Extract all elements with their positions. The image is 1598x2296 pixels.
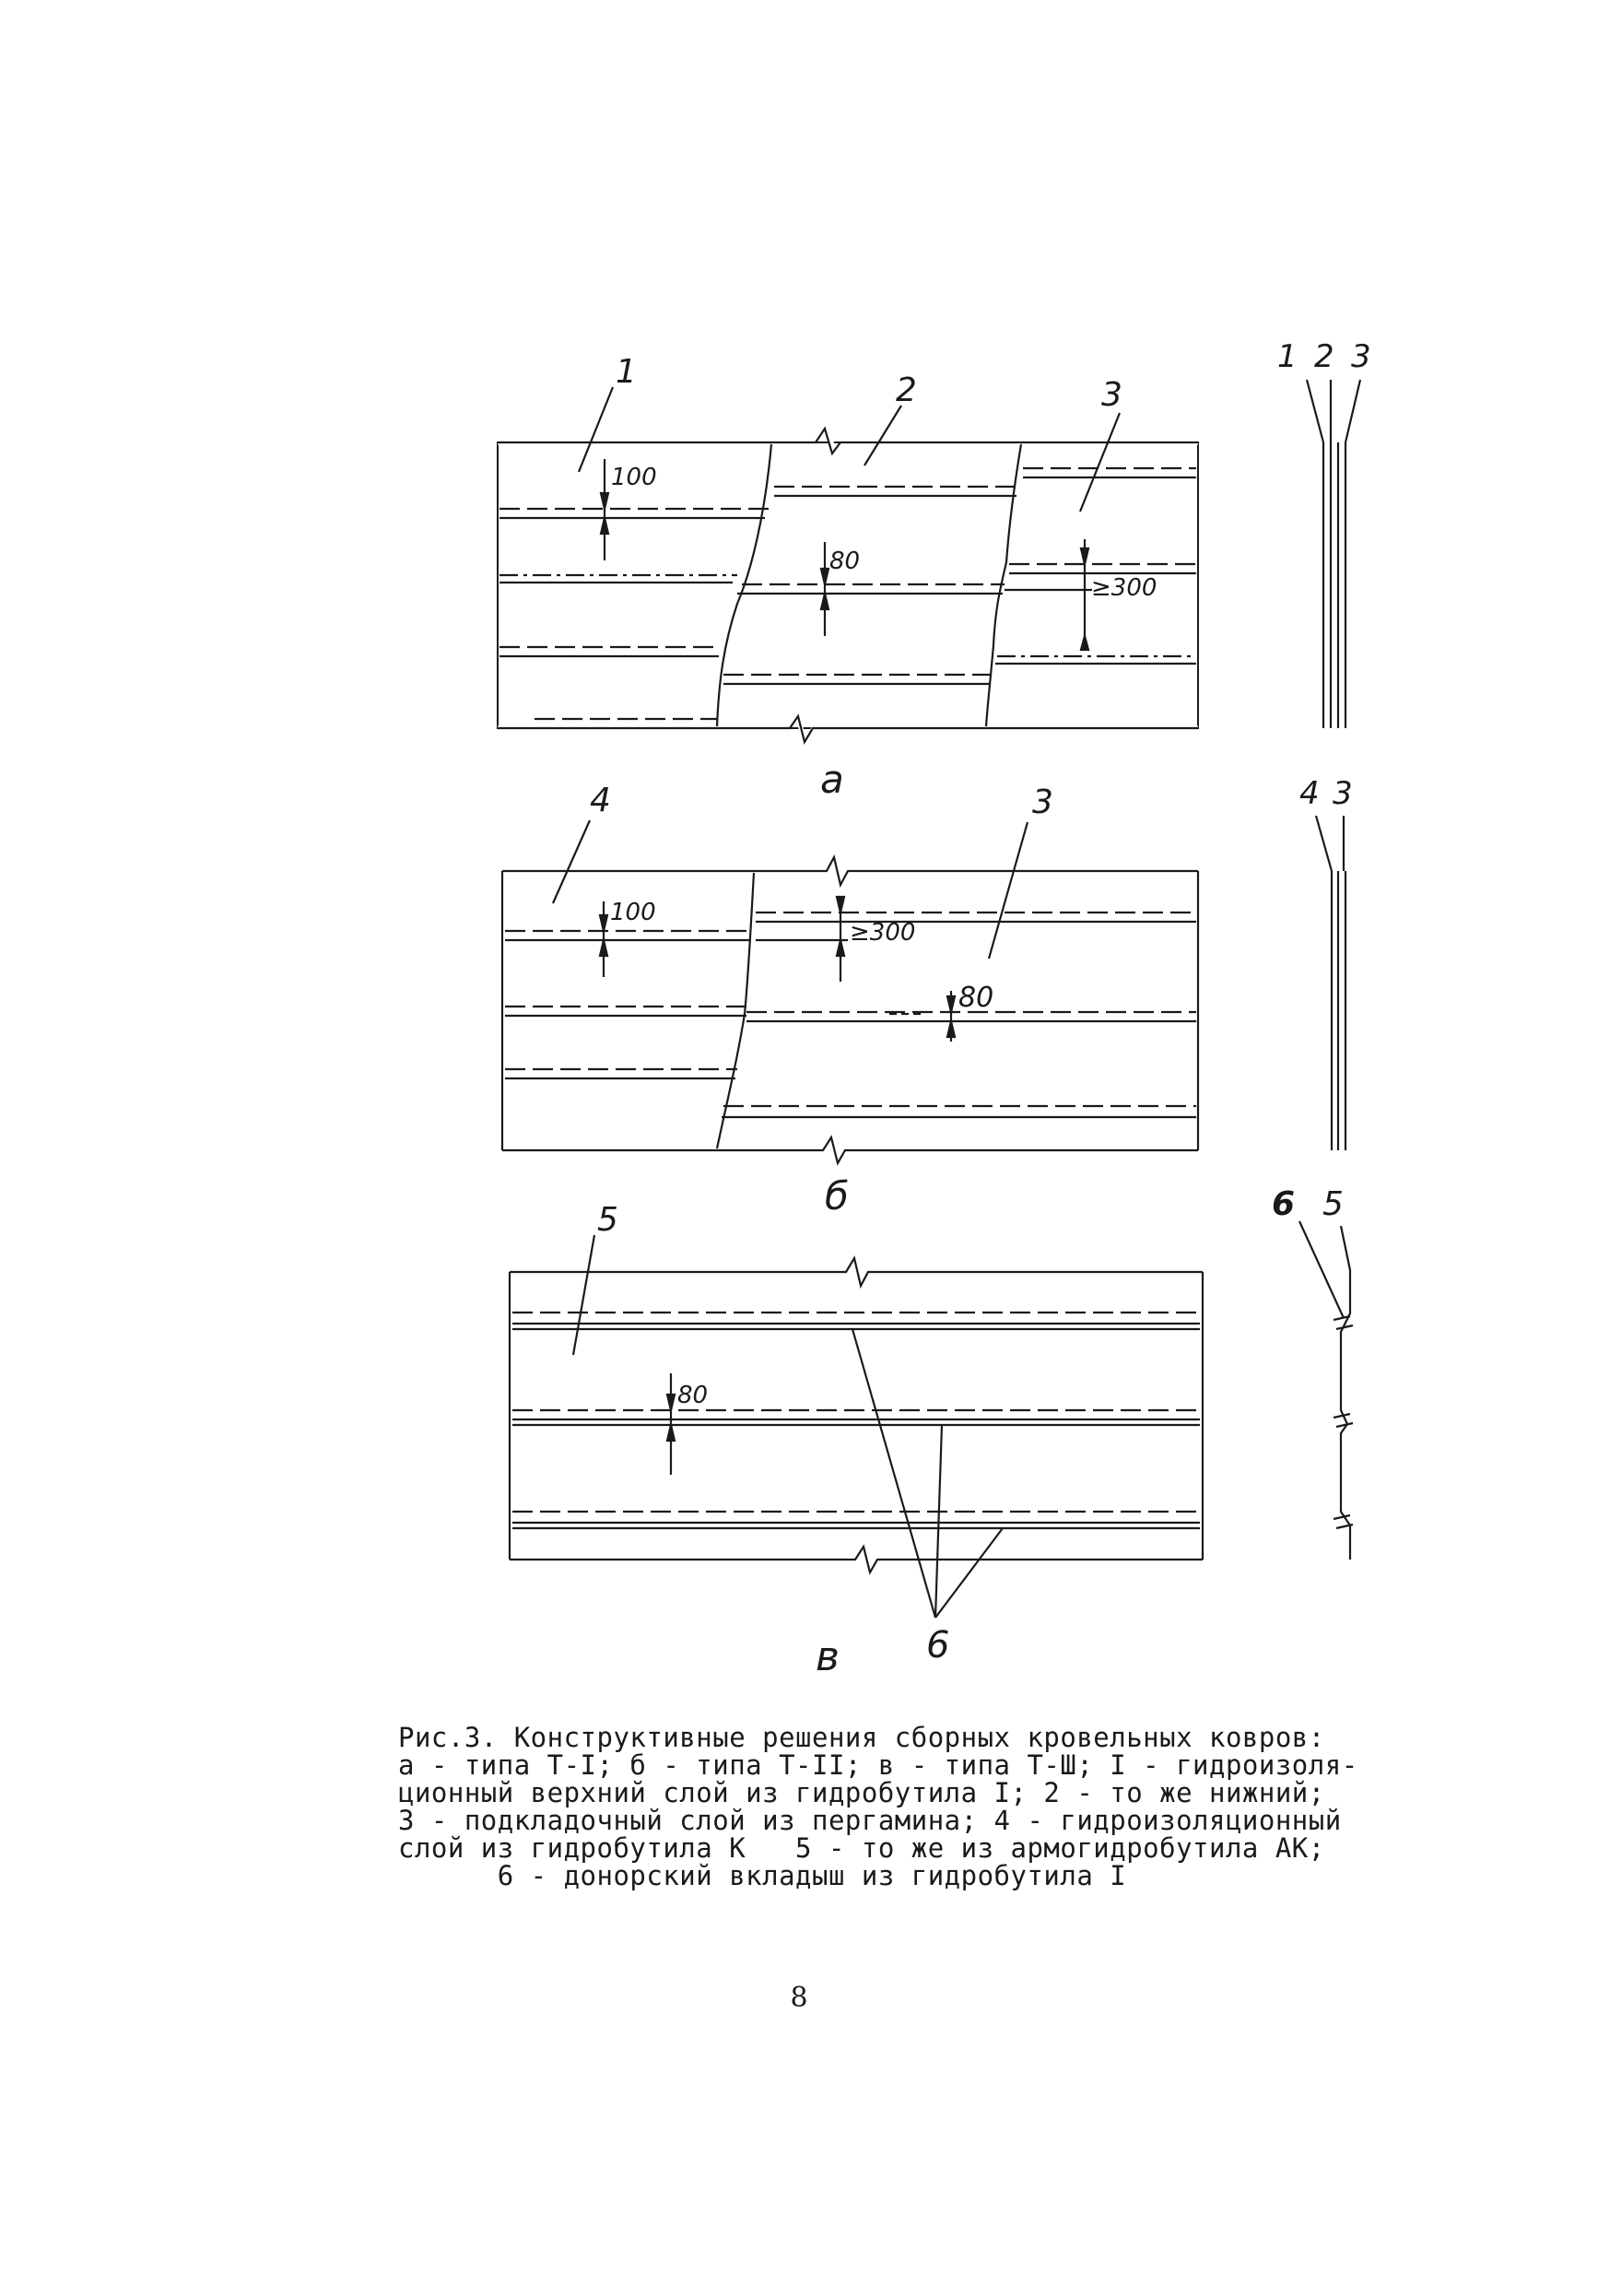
page-number: 8	[790, 1982, 808, 2014]
dim-b-100: 100	[610, 899, 656, 926]
callout-a-1: 1	[616, 353, 637, 391]
callout-c-5: 5	[597, 1201, 618, 1239]
diagram-c	[510, 1185, 1353, 1680]
section-b	[1316, 816, 1345, 1150]
callout-b-4: 4	[590, 782, 611, 819]
caption-line: ционный верхний слой из гидробутила I; 2 - то же нижний;	[398, 1777, 1325, 1808]
figure-label-b: б	[825, 1173, 849, 1219]
figure-label-a: а	[820, 757, 844, 802]
dim-b-80: 80	[958, 982, 994, 1014]
section-a-callout-1: 1	[1277, 338, 1298, 375]
section-a	[1307, 380, 1360, 728]
caption-line: Рис.3. Конструктивные решения сборных кровельных ковров:	[398, 1722, 1325, 1753]
section-c-callout-5: 5	[1322, 1185, 1344, 1223]
section-c	[1299, 1221, 1353, 1560]
dim-b-300: ≥300	[850, 919, 916, 947]
caption-line: 3 - подкладочный слой из пергамина; 4 - гидроизоляционный	[398, 1805, 1342, 1836]
dim-a-300: ≥300	[1091, 574, 1157, 602]
section-b-callout-4: 4	[1299, 775, 1320, 812]
diagram-a	[498, 338, 1371, 802]
dim-a-80: 80	[829, 548, 861, 575]
figure-caption	[398, 1724, 1486, 1890]
caption-line: а - типа Т-I; б - типа Т-II; в - типа Т-Ш; I - гидроизоля-	[398, 1749, 1358, 1781]
caption-line: 6 - донорский вкладыш из гидробутила I	[398, 1860, 1127, 1891]
section-b-callout-3: 3	[1333, 775, 1353, 812]
dim-a-100: 100	[611, 464, 657, 491]
callout-c-6: 6	[926, 1624, 950, 1666]
section-c-callout-6: 6	[1272, 1185, 1296, 1223]
figure-label-c: в	[816, 1633, 840, 1680]
dim-c-80: 80	[677, 1382, 709, 1409]
section-a-callout-3: 3	[1351, 338, 1371, 375]
callout-b-3: 3	[1032, 783, 1053, 821]
section-a-callout-2: 2	[1314, 338, 1334, 375]
diagram-b	[502, 775, 1353, 1219]
callout-a-2: 2	[896, 371, 917, 409]
caption-line: слой из гидробутила К 5 - то же из армогидробутила АК;	[398, 1832, 1325, 1864]
callout-a-3: 3	[1101, 376, 1122, 414]
